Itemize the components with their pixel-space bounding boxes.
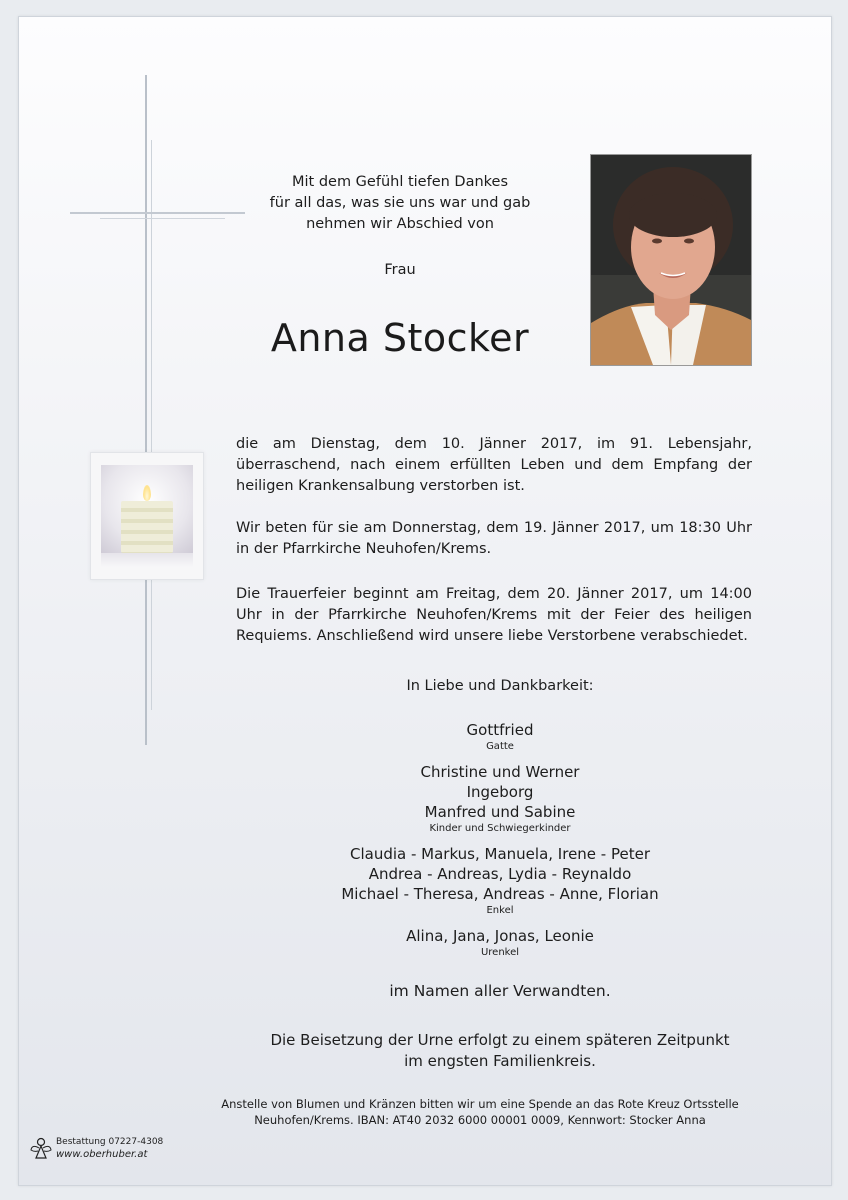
family-list xyxy=(240,720,760,968)
intro-line: für all das, was sie uns war und gab xyxy=(269,195,531,211)
prayer-paragraph: Wir beten für sie am Donnerstag, dem 19. Jänner 2017, um 18:30 Uhr in der Pfarrkirche Neuhofen/Krems. xyxy=(236,520,752,557)
intro-line: nehmen wir Abschied von xyxy=(306,216,494,232)
family-name: Ingeborg xyxy=(466,783,534,801)
burial-line: Die Beisetzung der Urne erfolgt zu einem späteren Zeitpunkt xyxy=(270,1031,730,1049)
logo-website: www.oberhuber.at xyxy=(56,1149,148,1160)
family-role: Urenkel xyxy=(480,947,520,958)
thanks-line: In Liebe und Dankbarkeit: xyxy=(406,678,594,694)
donation-line: Neuhofen/Krems. IBAN: AT40 2032 6000 00001 0009, Kennwort: Stocker Anna xyxy=(254,1113,706,1127)
burial-line: im engsten Familienkreis. xyxy=(404,1052,596,1070)
family-name: Manfred und Sabine xyxy=(424,803,576,821)
family-name: Christine und Werner xyxy=(420,763,580,781)
portrait-photo xyxy=(590,154,752,366)
deceased-name: Anna Stocker xyxy=(270,316,530,360)
family-name: Claudia - Markus, Manuela, Irene - Peter xyxy=(349,845,650,863)
donation-line: Anstelle von Blumen und Kränzen bitten wir um eine Spende an das Rote Kreuz Ortsstelle xyxy=(221,1097,739,1111)
salutation: Frau xyxy=(384,262,416,278)
family-role: Kinder und Schwiegerkinder xyxy=(429,823,571,834)
intro-line: Mit dem Gefühl tiefen Dankes xyxy=(291,174,509,190)
death-notice-paragraph: die am Dienstag, dem 10. Jänner 2017, im 91. Lebensjahr, überraschend, nach einem erfüllten Leben und dem Empfang der heiligen Krankensalbung verstorben ist. xyxy=(236,436,752,494)
family-role: Enkel xyxy=(486,905,514,916)
logo-phone: Bestattung 07227-4308 xyxy=(56,1137,164,1147)
family-name: Gottfried xyxy=(466,721,534,739)
funeral-paragraph: Die Trauerfeier beginnt am Freitag, dem 20. Jänner 2017, um 14:00 Uhr in der Pfarrkirche Neuhofen/Krems mit der Feier des heiligen Requiems. Anschließend wird unsere liebe Verstorbene verabschiedet. xyxy=(236,586,752,644)
angel-logo-icon xyxy=(30,1136,52,1160)
relatives-line: im Namen aller Verwandten. xyxy=(389,982,611,1000)
intro-text xyxy=(240,172,560,235)
donation-notice xyxy=(210,1096,750,1128)
family-name: Michael - Theresa, Andreas - Anne, Florian xyxy=(341,885,659,903)
family-name: Alina, Jana, Jonas, Leonie xyxy=(406,927,594,945)
candle-icon xyxy=(90,452,204,580)
family-name: Andrea - Andreas, Lydia - Reynaldo xyxy=(368,865,632,883)
burial-notice xyxy=(240,1030,760,1072)
family-role: Gatte xyxy=(486,741,514,752)
funeral-home-logo xyxy=(30,1136,170,1166)
